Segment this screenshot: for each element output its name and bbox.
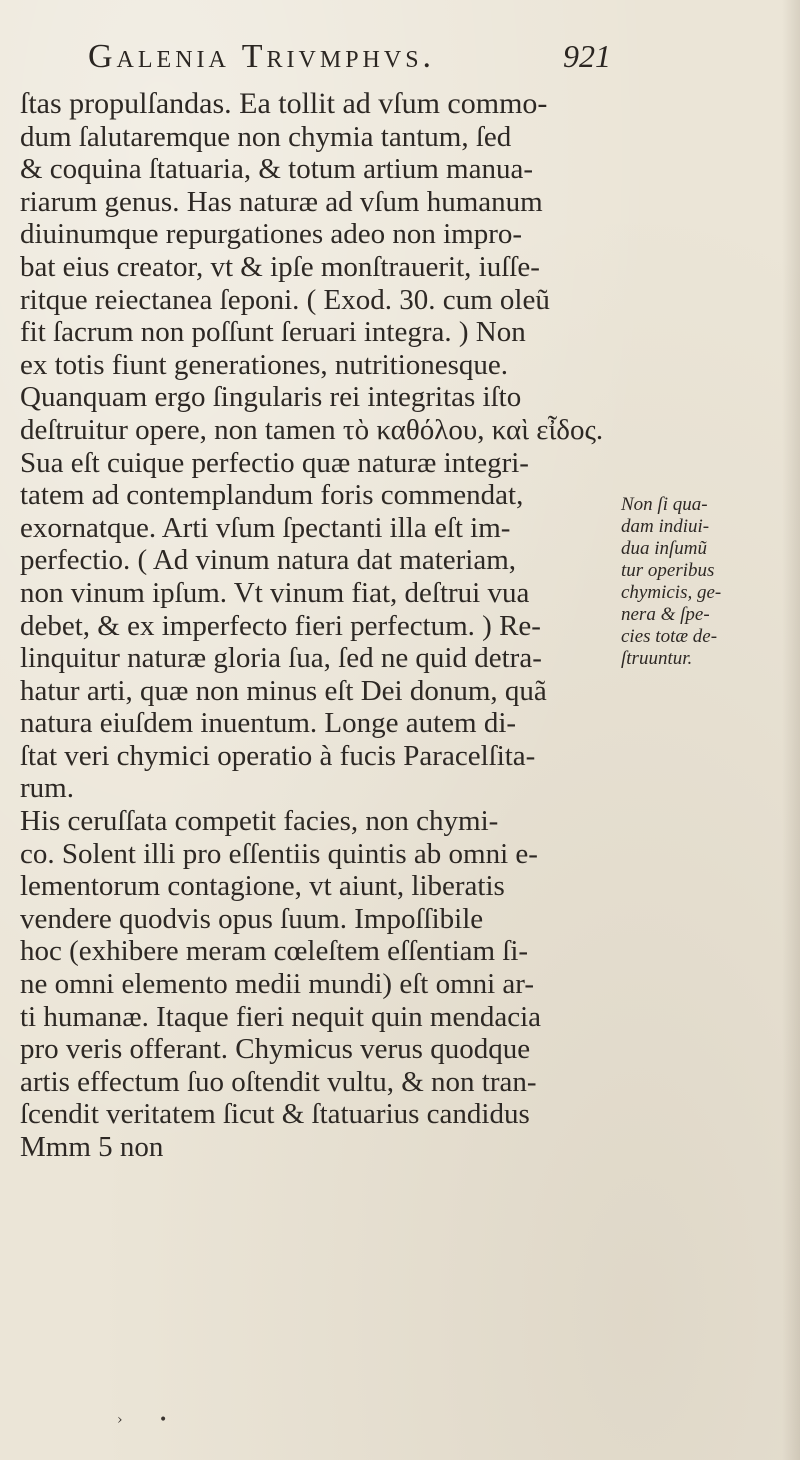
- text-line: co. Solent illi pro eſſentiis quintis ab omni e-: [20, 837, 538, 870]
- page-edge-shadow: [782, 0, 800, 1460]
- text-line: fit ſacrum non poſſunt ſeruari integra. ) Non: [20, 316, 526, 349]
- text-line: ſtas propulſandas. Ea tollit ad vſum commo-: [20, 87, 548, 120]
- margin-note-line: dam indiui-: [621, 516, 710, 537]
- margin-note-line: dua inſumũ: [621, 538, 708, 559]
- text-line: dum ſalutaremque non chymia tantum, ſed: [20, 120, 512, 153]
- text-line: lementorum contagione, vt aiunt, liberatis: [20, 870, 505, 903]
- text-line: Quanquam ergo ſingularis rei integritas iſto: [20, 381, 522, 414]
- text-line: ſcendit veritatem ſicut & ſtatuarius candidus: [20, 1098, 530, 1131]
- text-line: ne omni elemento medii mundi) eſt omni ar-: [20, 968, 535, 1001]
- margin-note-line: chymicis, ge-: [621, 582, 722, 603]
- text-line: Mmm 5 non: [20, 1131, 164, 1163]
- text-line: natura eiuſdem inuentum. Longe autem di-: [20, 707, 517, 740]
- text-line: bat eius creator, vt & ipſe monſtrauerit, iuſſe-: [20, 250, 540, 283]
- text-line: Sua eſt cuique perfectio quæ naturæ integri-: [20, 446, 529, 479]
- margin-note-line: cies totæ de-: [621, 626, 718, 647]
- text-line: diuinumque repurgationes adeo non impro-: [20, 218, 523, 251]
- text-line: artis effectum ſuo oſtendit vultu, & non tran-: [20, 1065, 537, 1098]
- text-line: rum.: [20, 772, 74, 805]
- main-text-block: [20, 88, 625, 1164]
- text-line: linquitur naturæ gloria ſua, ſed ne quid detra-: [20, 642, 542, 675]
- text-line: hoc (exhibere meram cœleſtem eſſentiam ſi-: [20, 935, 529, 968]
- text-line: & coquina ſtatuaria, & totum artium manua-: [20, 153, 533, 186]
- page-number: 921: [563, 38, 611, 74]
- text-line: debet, & ex imperfecto fieri perfectum. ) Re-: [20, 609, 541, 642]
- text-line: ſtat veri chymici operatio à fucis Paracelſita-: [20, 739, 536, 772]
- margin-note-line: ſtruuntur.: [621, 648, 693, 669]
- text-line: vendere quodvis opus ſuum. Impoſſibile: [20, 902, 484, 935]
- running-title: Galenia Trivmphvs.: [88, 38, 436, 75]
- margin-note-line: nera & ſpe-: [621, 604, 710, 625]
- text-line: pro veris offerant. Chymicus verus quodque: [20, 1033, 531, 1066]
- page-header: [88, 38, 611, 82]
- text-line: His ceruſſata competit facies, non chymi-: [20, 805, 499, 838]
- text-line: ti humanæ. Itaque fieri nequit quin mendacia: [20, 1000, 542, 1033]
- text-line: exornatque. Arti vſum ſpectanti illa eſt im-: [20, 511, 511, 544]
- text-line: riarum genus. Has naturæ ad vſum humanum: [20, 185, 543, 218]
- margin-note-line: Non ſi qua-: [621, 494, 708, 515]
- bottom-printer-mark: › •: [117, 1412, 184, 1428]
- margin-note-line: tur operibus: [621, 560, 715, 581]
- text-line: perfectio. ( Ad vinum natura dat materiam,: [20, 544, 517, 577]
- text-line: non vinum ipſum. Vt vinum fiat, deſtrui vua: [20, 576, 530, 609]
- margin-note: [621, 494, 796, 670]
- text-line: deſtruitur opere, non tamen τὸ καθόλου, καὶ εἶδος.: [20, 413, 604, 446]
- text-line: tatem ad contemplandum foris commendat,: [20, 479, 524, 512]
- text-line: ex totis fiunt generationes, nutritionesque.: [20, 348, 509, 381]
- text-line: ritque reiectanea ſeponi. ( Exod. 30. cum oleũ: [20, 283, 550, 316]
- text-line: hatur arti, quæ non minus eſt Dei donum, quã: [20, 674, 547, 707]
